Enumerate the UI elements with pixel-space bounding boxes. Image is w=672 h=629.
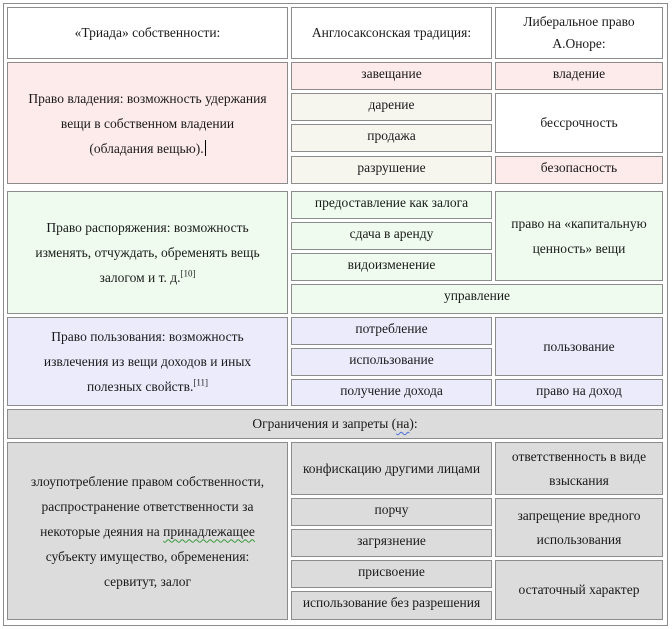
restrictions-heading-suffix: ): bbox=[409, 416, 418, 431]
use-line3-wrap bbox=[87, 374, 208, 399]
anglo-item bbox=[291, 62, 492, 90]
anglo-item bbox=[291, 442, 492, 495]
restrictions-line5: сервитут, залог bbox=[103, 573, 192, 589]
honore-restriction-2-line2: использования bbox=[536, 531, 622, 547]
header-triad-cell bbox=[7, 7, 288, 59]
header-honore-cell bbox=[495, 7, 663, 59]
header-anglo: Англосаксонская традиция: bbox=[311, 25, 472, 40]
anglo-item bbox=[291, 560, 492, 588]
header-honore-line2: А.Оноре: bbox=[552, 36, 606, 51]
honore-item bbox=[495, 442, 663, 495]
restrictions-heading-prefix: Ограничения и запреты ( bbox=[252, 416, 397, 431]
honore-use-1: право на доход bbox=[536, 383, 622, 398]
disposal-description bbox=[7, 191, 288, 314]
shared-management-cell bbox=[291, 284, 663, 314]
anglo-item bbox=[291, 222, 492, 250]
anglo-possession-1: дарение bbox=[368, 97, 415, 112]
use-line1: Право пользования: возможность bbox=[51, 329, 244, 344]
disposal-line1: Право распоряжения: возможность bbox=[46, 220, 249, 235]
restrictions-line3-prefix: некоторые деяния на bbox=[40, 523, 164, 539]
restrictions-line3-wrap bbox=[40, 519, 255, 544]
anglo-disposal-2: видоизменение bbox=[347, 257, 436, 272]
honore-possession-1: бессрочность bbox=[540, 115, 618, 130]
honore-item bbox=[495, 498, 663, 557]
honore-item bbox=[495, 317, 663, 376]
anglo-use-0: потребление bbox=[355, 321, 428, 336]
disposal-line3: залогом и т. д. bbox=[99, 270, 181, 285]
restrictions-heading-text bbox=[252, 413, 417, 435]
disposal-line2: изменять, отчуждать, обременять вещь bbox=[35, 245, 260, 260]
anglo-item bbox=[291, 348, 492, 376]
restrictions-heading bbox=[7, 409, 663, 439]
disposal-line3-wrap bbox=[99, 265, 195, 290]
possession-line3-wrap bbox=[89, 136, 205, 161]
honore-item bbox=[495, 191, 663, 281]
anglo-use-1: использование bbox=[349, 352, 434, 367]
header-honore-line1: Либеральное право bbox=[523, 14, 635, 29]
anglo-item bbox=[291, 591, 492, 620]
anglo-item bbox=[291, 93, 492, 121]
honore-restriction-1-line1: ответственность в виде bbox=[511, 448, 647, 464]
header-anglo-cell bbox=[291, 7, 492, 59]
anglo-disposal-0: предоставление как залога bbox=[314, 195, 469, 210]
anglo-restriction-4: использование без разрешения bbox=[302, 595, 481, 610]
anglo-restriction-2: загрязнение bbox=[357, 533, 426, 548]
honore-restriction-2-line1: запрещение вредного bbox=[517, 507, 641, 523]
anglo-item bbox=[291, 317, 492, 345]
footnote-ref[interactable]: [11] bbox=[193, 377, 208, 388]
use-line2: извлечения из вещи доходов и иных bbox=[43, 354, 252, 369]
honore-disposal-line1: право на «капитальную bbox=[511, 216, 647, 231]
anglo-item bbox=[291, 529, 492, 557]
anglo-item bbox=[291, 379, 492, 406]
anglo-restriction-1: порчу bbox=[374, 502, 409, 517]
honore-possession-2: безопасность bbox=[540, 160, 618, 175]
shared-management: управление bbox=[443, 288, 511, 303]
use-line3: полезных свойств. bbox=[86, 379, 194, 394]
possession-line1: Право владения: возможность удержания bbox=[28, 90, 267, 106]
honore-item bbox=[495, 93, 663, 153]
possession-description bbox=[7, 62, 288, 184]
anglo-item bbox=[291, 253, 492, 281]
header-triad: «Триада» собственности: bbox=[74, 25, 221, 40]
honore-use-0: пользование bbox=[543, 338, 615, 354]
anglo-possession-3: разрушение bbox=[357, 160, 426, 175]
restrictions-heading-word: на bbox=[396, 416, 410, 431]
anglo-use-2: получение дохода bbox=[340, 383, 443, 398]
anglo-restriction-0: конфискацию другими лицами bbox=[302, 460, 481, 476]
anglo-disposal-1: сдача в аренду bbox=[349, 226, 434, 241]
anglo-possession-2: продажа bbox=[367, 128, 416, 143]
restrictions-line4: субъекту имущество, обременения: bbox=[45, 548, 250, 564]
honore-item bbox=[495, 379, 663, 406]
honore-restriction-3: остаточный характер bbox=[518, 582, 640, 597]
honore-item bbox=[495, 62, 663, 90]
anglo-item bbox=[291, 498, 492, 526]
restrictions-line2: распространение ответственности за bbox=[41, 498, 254, 514]
anglo-restriction-3: присвоение bbox=[358, 564, 425, 579]
honore-item bbox=[495, 560, 663, 620]
possession-line3: (обладания вещью). bbox=[89, 140, 204, 156]
restrictions-line3-word: принадлежащее bbox=[163, 523, 255, 539]
honore-restriction-1-line2: взыскания bbox=[549, 472, 609, 488]
anglo-item bbox=[291, 124, 492, 152]
anglo-item bbox=[291, 191, 492, 219]
restrictions-description bbox=[7, 442, 288, 620]
possession-line2: вещи в собственном владении bbox=[60, 115, 235, 131]
footnote-ref[interactable]: [10] bbox=[180, 268, 196, 279]
honore-possession-0: владение bbox=[552, 66, 606, 81]
honore-disposal-line2: ценность» вещи bbox=[532, 241, 626, 256]
use-description bbox=[7, 317, 288, 406]
text-cursor bbox=[205, 140, 206, 156]
anglo-item bbox=[291, 156, 492, 184]
honore-item bbox=[495, 156, 663, 184]
anglo-possession-0: завещание bbox=[361, 66, 422, 81]
restrictions-line1: злоупотребление правом собственности, bbox=[30, 473, 265, 489]
